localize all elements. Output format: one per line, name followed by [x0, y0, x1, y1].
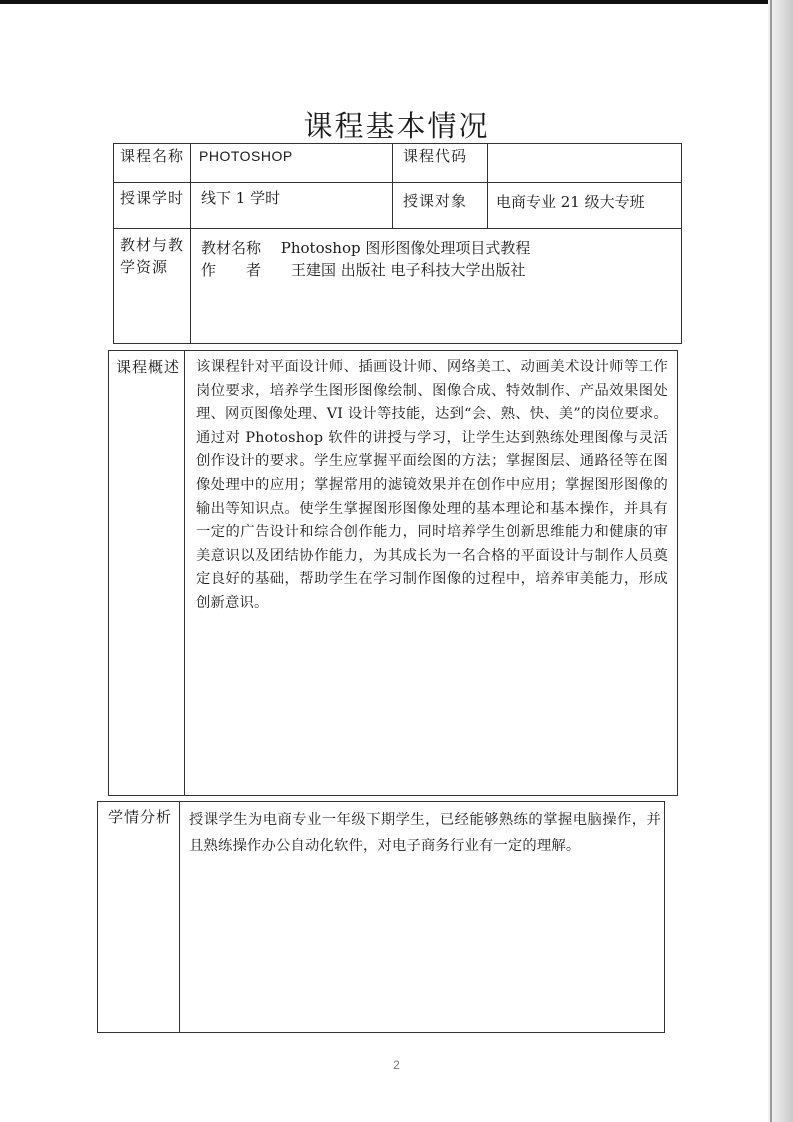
scan-right-line	[770, 0, 772, 1122]
page-title: 课程基本情况	[303, 109, 490, 143]
row1-bottom-line	[113, 182, 682, 183]
analysis-col-sep	[179, 801, 180, 1033]
col-label-sep	[190, 143, 191, 343]
overview-text: 该课程针对平面设计师、插画设计师、网络美工、动画美术设计师等工作岗位要求，培养学生图形图像绘制、图像合成、特效制作、产品效果图处理、网页图像处理、VI 设计等技能，达到“会、熟、快、美”的岗位要求。通过对 Photoshop 软件的讲授与学习，让学生达到熟练处理图像与灵活创作设计的要求。学生应掌握平面绘图的方法；掌握图层、通路径等在图像处理中的应用；掌握常用的滤镜效果并在创作中应用；掌握图形图像的输出等知识点。使学生掌握图形图像处理的基本理论和基本操作，并具有一定的广告设计和综合创作能力，同时培养学生创新思维能力和健康的审美意识以及团结协作能力，为其成长为一名合格的平面设计与制作人员奠定良好的基础，帮助学生在学习制作图像的过程中，培养审美能力，形成创新意识。	[196, 359, 668, 611]
col-mid-sep-right	[487, 143, 488, 228]
resources-label-line1: 教材与教	[120, 236, 185, 254]
audience-label: 授课对象	[403, 192, 468, 210]
hours-label: 授课学时	[120, 189, 185, 207]
textbook-line1: 教材名称 Photoshop 图形图像处理项目式教程	[201, 239, 531, 257]
scan-top-edge	[0, 0, 793, 4]
course-name-label: 课程名称	[120, 147, 185, 165]
hours-value: 线下 1 学时	[201, 189, 281, 207]
textbook-line2: 作 者 王建国 出版社 电子科技大学出版社	[201, 261, 526, 279]
col-mid-sep-left	[392, 143, 393, 228]
course-code-label: 课程代码	[403, 147, 468, 165]
page-number: 2	[393, 1058, 400, 1072]
analysis-label: 学情分析	[108, 808, 173, 826]
resources-label-line2: 学资源	[120, 258, 169, 276]
row3-bottom-line	[113, 343, 682, 344]
audience-value: 电商专业 21 级大专班	[496, 193, 645, 211]
row2-bottom-line	[113, 228, 682, 229]
analysis-text: 授课学生为电商专业一年级下期学生，已经能够熟练的掌握电脑操作，并且熟练操作办公自动化软件，对电子商务行业有一定的理解。	[189, 812, 661, 854]
overview-col-sep	[184, 350, 185, 796]
overview-label: 课程概述	[116, 358, 181, 376]
course-name-value: PHOTOSHOP	[199, 148, 293, 164]
